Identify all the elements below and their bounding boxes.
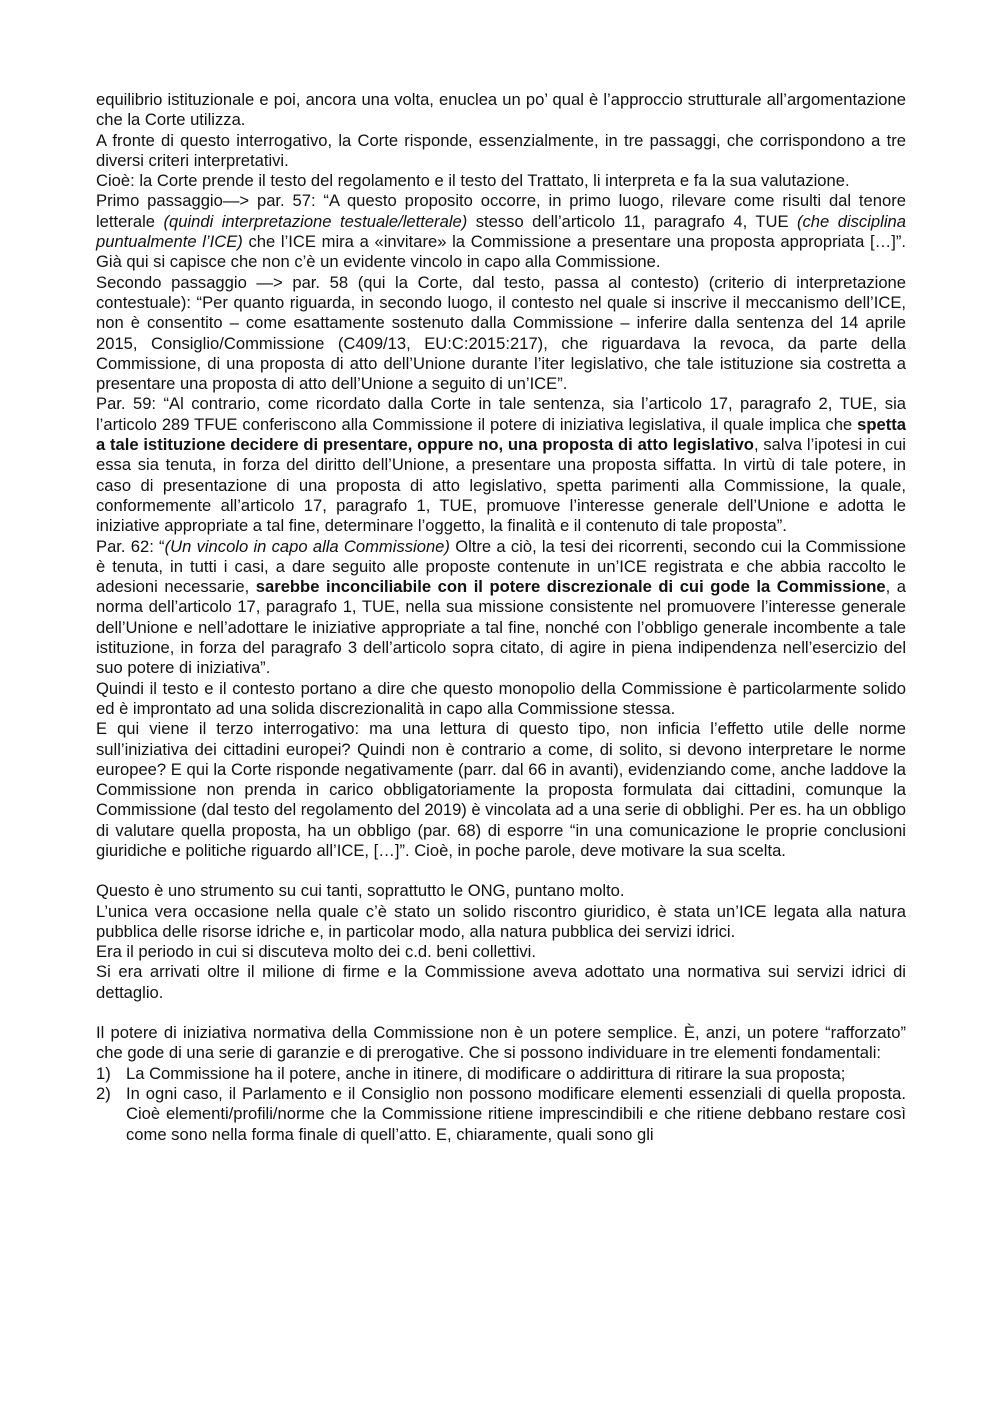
bold-emphasis: spetta a tale istituzione decidere di presentare, oppure no, una proposta di atto legislativo: [96, 414, 906, 455]
paragraph-terzo-interrogativo: E qui viene il terzo interrogativo: ma una lettura di questo tipo, non inficia l’effetto utile delle norme sull’iniziativa dei cittadini europei? Quindi non è contrario a come, di solito, si devono interpretare le norme europee? E qui la Corte risponde negativamente (parr. dal 66 in avanti), evidenziando come, anche laddove la Commissione non prenda in carico obbligatoriamente la proposta formulata dai cittadini, comunque la Commissione (dal testo del regolamento del 2019) è vincolata ad a una serie di obblighi. Per es. ha un obbligo di valutare quella proposta, ha un obbligo (par. 68) di esporre “in una comunicazione le proprie conclusioni giuridiche e politiche riguardo all’ICE, […]”. Cioè, in poche parole, deve motivare la sua scelta.: [96, 719, 906, 860]
paragraph: A fronte di questo interrogativo, la Corte risponde, essenzialmente, in tre passaggi, che corrispondono a tre diversi criteri interpretativi.: [96, 130, 906, 170]
paragraph: Si era arrivati oltre il milione di firme e la Commissione aveva adottato una normativa sui servizi idrici di dettaglio.: [96, 962, 906, 1002]
document-page: [96, 90, 906, 1145]
text-run: Oltre a ciò, la tesi dei ricorrenti, secondo cui la Commissione è tenuta, in tutti i casi, a dare seguito alle proposte contenute in un’ICE registrata e che abbia raccolto le adesioni necessarie,: [96, 536, 906, 597]
list-number: 2): [96, 1083, 111, 1103]
italic-note: (che disciplina puntualmente l’ICE): [96, 211, 906, 252]
paragraph-par-62: [96, 537, 906, 679]
text-run: , salva l’ipotesi in cui essa sia tenuta, in forza del diritto dell’Unione, a presentare una proposta siffatta. In virtù di tale potere, in caso di presentazione di una proposta di atto legislativo, spetta parimenti alla Commissione, la quale, conformemente all’articolo 17, paragrafo 1, TUE, promuove l’interesse generale dell’Unione e adotta le iniziative appropriate a tal fine, determinare l’oggetto, la finalità e il contenuto di tale proposta”.: [96, 435, 906, 536]
paragraph: Cioè: la Corte prende il testo del regolamento e il testo del Trattato, li interpreta e fa la sua valutazione.: [96, 171, 850, 191]
list-item: [96, 1064, 906, 1084]
paragraph-spacer: [96, 861, 906, 881]
paragraph: Quindi il testo e il contesto portano a dire che questo monopolio della Commissione è particolarmente solido ed è improntato ad una solida discrezionalità in capo alla Commissione stessa.: [96, 678, 906, 718]
text-run: stesso dell’articolo 11, paragrafo 4, TUE: [467, 211, 797, 231]
list-item-text: In ogni caso, il Parlamento e il Consiglio non possono modificare elementi essenziali di quella proposta. Cioè elementi/profili/norme che la Commissione ritiene imprescindibili e che ritiene debbano restare così come sono nella forma finale di quell’atto. E, chiaramente, quali sono gli: [126, 1083, 906, 1144]
list-item-text: La Commissione ha il potere, anche in itinere, di modificare o addirittura di ritirare la sua proposta;: [126, 1063, 846, 1083]
paragraph: Questo è uno strumento su cui tanti, soprattutto le ONG, puntano molto.: [96, 881, 625, 901]
paragraph-secondo-passaggio: Secondo passaggio —> par. 58 (qui la Corte, dal testo, passa al contesto) (criterio di interpretazione contestuale): “Per quanto riguarda, in secondo luogo, il contesto nel quale si inscrive il meccanismo dell’ICE, non è consentito – come esattamente sostenuto dalla Commissione – inferire dalla sentenza del 14 aprile 2015, Consiglio/Commissione (C409/13, EU:C:2015:217), che riguardava la revoca, da parte della Commissione, di una proposta di atto dell’Unione durante l’iter legislativo, che tale istituzione sia costretta a presentare una proposta di atto dell’Unione a seguito di un’ICE”.: [96, 272, 906, 394]
paragraph: equilibrio istituzionale e poi, ancora una volta, enuclea un po’ qual è l’approccio strutturale all’argomentazione che la Corte utilizza.: [96, 90, 906, 130]
italic-note: (Un vincolo in capo alla Commissione): [164, 536, 450, 556]
italic-note: (quindi interpretazione testuale/letterale): [163, 211, 468, 231]
text-run: , a norma dell’articolo 17, paragrafo 1, TUE, nella sua missione consistente nel promuovere l’interesse generale dell’Unione e nell’adottare le iniziative appropriate a tal fine, nonché con l’obbligo generale incombente a tale istituzione, in forza del paragrafo 3 dell’articolo sopra citato, di agire in piena indipendenza nell’esercizio del suo potere di iniziativa”.: [96, 577, 907, 678]
text-run: Primo passaggio—> par. 57: “A questo proposito occorre, in primo luogo, rilevare come risulti dal tenore letterale: [96, 191, 906, 231]
paragraph: L’unica vera occasione nella quale c’è stato un solido riscontro giuridico, è stata un’ICE legata alla natura pubblica delle risorse idriche e, in particolar modo, alla natura pubblica dei servizi idrici.: [96, 901, 906, 941]
list-item: [96, 1084, 906, 1145]
text-run: Par. 59: “Al contrario, come ricordato dalla Corte in tale sentenza, sia l’articolo 17, paragrafo 2, TUE, sia l’articolo 289 TFUE conferiscono alla Commissione il potere di iniziativa legislativa, il quale implica che: [96, 394, 906, 434]
paragraph: Il potere di iniziativa normativa della Commissione non è un potere semplice. È, anzi, un potere “rafforzato” che gode di una serie di garanzie e di prerogative. Che si possono individuare in tre elementi fondamentali:: [96, 1023, 906, 1063]
bold-emphasis: sarebbe inconciliabile con il potere discrezionale di cui gode la Commissione: [255, 577, 886, 597]
text-run: che l’ICE mira a «invitare» la Commissione a presentare una proposta appropriata […]”. Già qui si capisce che non c’è un evidente vincolo in capo alla Commissione.: [96, 232, 907, 272]
text-run: Par. 62: “: [96, 536, 165, 556]
numbered-list: [96, 1064, 906, 1145]
paragraph-primo-passaggio: [96, 191, 906, 272]
list-number: 1): [96, 1063, 111, 1083]
paragraph-par-59: [96, 394, 906, 536]
paragraph-spacer: [96, 1003, 906, 1023]
paragraph: Era il periodo in cui si discuteva molto dei c.d. beni collettivi.: [96, 942, 536, 962]
